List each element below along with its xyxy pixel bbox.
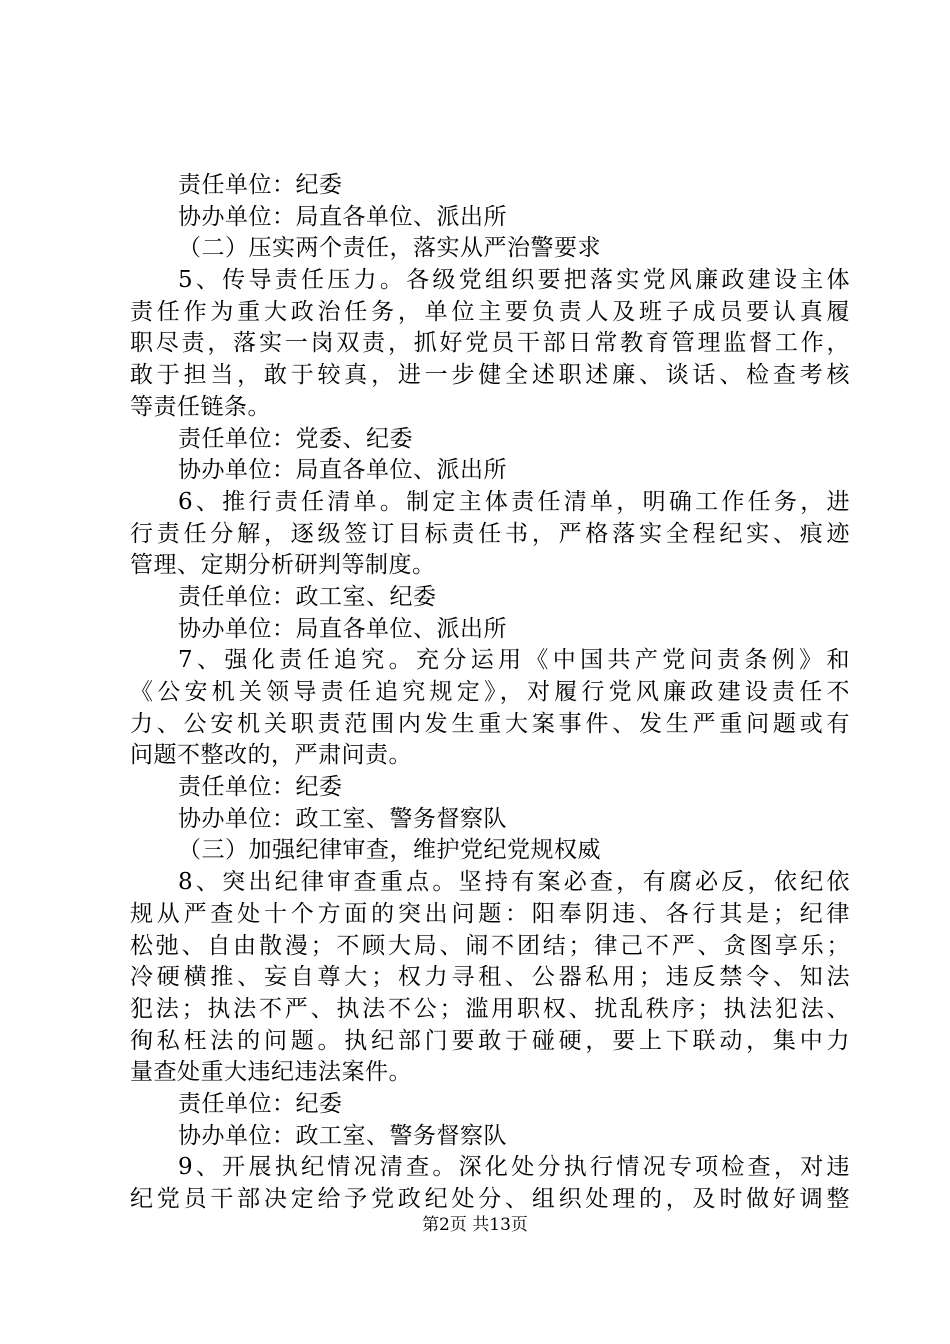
text-line: 8、突出纪律审查重点。坚持有案必查，有腐必反，依纪依 [178, 869, 850, 896]
text-line: 协办单位：政工室、警务督察队 [178, 1122, 507, 1149]
text-line: 管理、定期分析研判等制度。 [130, 552, 436, 579]
text-line: 协办单位：局直各单位、派出所 [178, 615, 507, 642]
text-line: 责任单位：政工室、纪委 [178, 583, 437, 610]
text-line: 《公安机关领导责任追究规定》，对履行党风廉政建设责任不 [130, 679, 850, 705]
text-line: 责任单位：纪委 [178, 172, 343, 198]
text-line: 9、开展执纪情况清查。深化处分执行情况专项检查，对违 [178, 1154, 850, 1181]
text-line: 责任单位：纪委 [178, 1090, 343, 1117]
text-line: 冷硬横推、妄自尊大；权力寻租、公器私用；违反禁令、知法 [130, 964, 850, 991]
text-line: 责任单位：党委、纪委 [178, 425, 413, 452]
text-line: 6、推行责任清单。制定主体责任清单，明确工作任务，进 [178, 488, 850, 515]
text-line: 协办单位：局直各单位、派出所 [178, 203, 507, 230]
text-line: 协办单位：局直各单位、派出所 [178, 457, 507, 484]
section-heading: （三）加强纪律审查，维护党纪党规权威 [178, 837, 601, 864]
text-line: 责任作为重大政治任务，单位主要负责人及班子成员要认真履 [130, 298, 850, 325]
text-line: 徇私枉法的问题。执纪部门要敢于碰硬，要上下联动，集中力 [130, 1027, 850, 1054]
text-line: 责任单位：纪委 [178, 774, 343, 801]
text-line: 松弛、自由散漫；不顾大局、闹不团结；律己不严、贪图享乐； [130, 932, 850, 959]
text-line: 量查处重大违纪违法案件。 [130, 1059, 412, 1086]
text-line: 敢于担当，敢于较真，进一步健全述职述廉、谈话、检查考核 [130, 362, 850, 389]
text-line: 协办单位：政工室、警务督察队 [178, 805, 507, 832]
section-heading: （二）压实两个责任，落实从严治警要求 [178, 235, 601, 262]
text-line: 力、公安机关职责范围内发生重大案事件、发生严重问题或有 [130, 710, 850, 737]
text-line: 行责任分解，逐级签订目标责任书，严格落实全程纪实、痕迹 [130, 520, 850, 547]
text-line: 5、传导责任压力。各级党组织要把落实党风廉政建设主体 [178, 267, 850, 294]
document-body [130, 170, 850, 1216]
text-line: 规从严查处十个方面的突出问题：阳奉阴违、各行其是；纪律 [130, 900, 850, 927]
text-line: 7、强化责任追究。充分运用《中国共产党问责条例》和 [178, 647, 850, 674]
text-line: 纪党员干部决定给予党政纪处分、组织处理的，及时做好调整 [130, 1186, 850, 1212]
page-number-footer: 第2页 共13页 [422, 1215, 528, 1235]
text-line: 职尽责，落实一岗双责，抓好党员干部日常教育管理监督工作， [130, 330, 850, 357]
text-line: 问题不整改的，严肃问责。 [130, 742, 412, 769]
text-line: 犯法；执法不严、执法不公；滥用职权、扰乱秩序；执法犯法、 [130, 995, 850, 1022]
text-line: 等责任链条。 [130, 393, 271, 420]
